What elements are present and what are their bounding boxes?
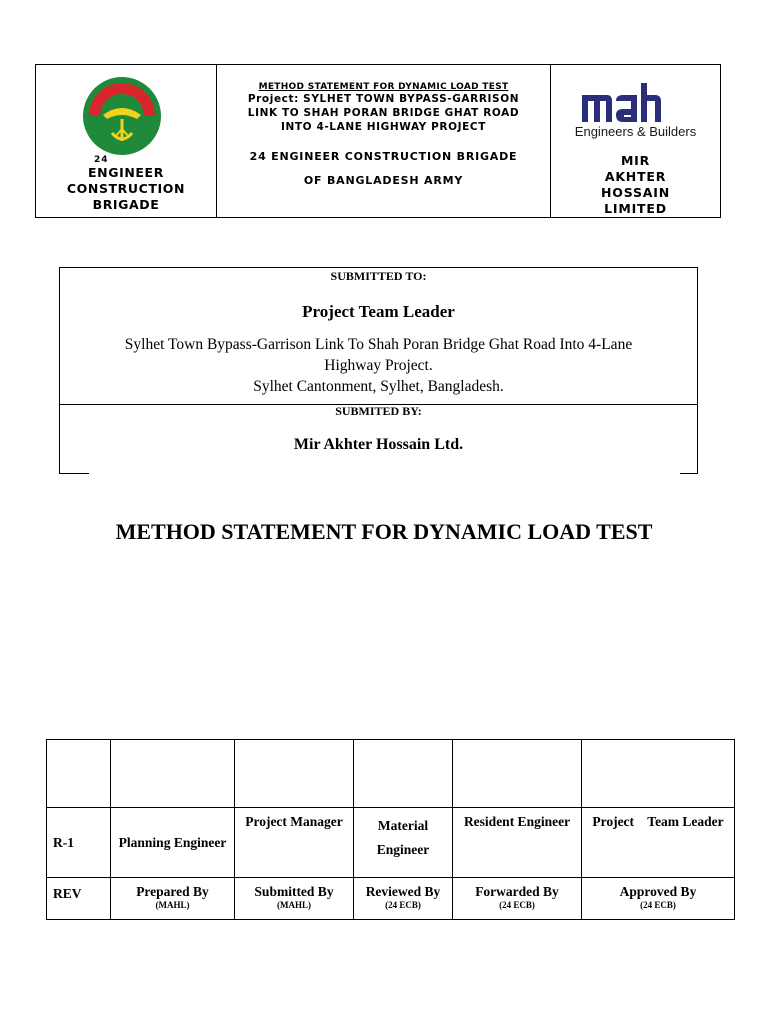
forwarded-by-label: Forwarded By: [475, 884, 559, 899]
project-line-3: INTO 4-LANE HIGHWAY PROJECT: [281, 121, 486, 133]
box-bottom-right-line: [680, 473, 698, 474]
submitted-to-name: Project Team Leader: [302, 302, 455, 321]
header-right-cell: [551, 65, 720, 217]
brigade-line-1: ENGINEER: [88, 165, 164, 180]
reviewed-by-label: Reviewed By: [365, 884, 441, 899]
mah-logo: [571, 79, 701, 125]
role-row: [47, 808, 735, 878]
company-line-1: MIR: [620, 153, 651, 168]
prepared-by-cell: [111, 878, 235, 920]
approved-by-org: (24 ECB): [640, 900, 676, 910]
submitted-to-address: [60, 334, 697, 397]
submitted-by-section: [60, 404, 697, 454]
signature-cell: [582, 740, 735, 808]
company-line-2: AKHTER: [604, 169, 667, 184]
revision-code: R-1: [47, 808, 111, 878]
header-project: [217, 92, 550, 134]
approved-by-label: Approved By: [619, 884, 697, 899]
signature-cell: [111, 740, 235, 808]
role-material-engineer: [354, 808, 453, 878]
submitted-by-name: Mir Akhter Hossain Ltd.: [293, 436, 464, 453]
role-project-manager: Project Manager: [235, 808, 354, 878]
signature-cell: [47, 740, 111, 808]
action-row: [47, 878, 735, 920]
box-bottom-left-line: [59, 473, 89, 474]
prepared-by-org: (MAHL): [155, 900, 190, 910]
address-line-1: Sylhet Town Bypass-Garrison Link To Shah Poran Bridge Ghat Road Into 4-Lane: [124, 336, 633, 353]
document-title: METHOD STATEMENT FOR DYNAMIC LOAD TEST: [115, 519, 653, 544]
role-material-line-2: Engineer: [376, 842, 430, 857]
signature-row: [47, 740, 735, 808]
brigade-org-line-1: 24 ENGINEER CONSTRUCTION BRIGADE: [249, 150, 518, 163]
mah-subtitle: Engineers & Builders: [574, 124, 697, 139]
header-brigade: [217, 145, 550, 193]
brigade-name: [36, 165, 216, 213]
brigade-emblem-logo: [81, 75, 163, 157]
reviewed-by-cell: [354, 878, 453, 920]
brigade-line-2: CONSTRUCTION: [66, 181, 186, 196]
forwarded-by-cell: [453, 878, 582, 920]
company-line-3: HOSSAIN: [601, 185, 670, 200]
signature-cell: [235, 740, 354, 808]
prepared-by-label: Prepared By: [136, 884, 209, 899]
rev-label: REV: [47, 878, 111, 920]
address-line-3: Sylhet Cantonment, Sylhet, Bangladesh.: [253, 378, 504, 395]
header-table: [35, 64, 721, 218]
company-line-4: LIMITED: [604, 201, 667, 216]
submitted-by-label: SUBMITED BY:: [335, 404, 422, 418]
header-doc-title: METHOD STATEMENT FOR DYNAMIC LOAD TEST: [258, 82, 509, 92]
signature-cell: [453, 740, 582, 808]
header-left-cell: [36, 65, 217, 217]
project-line-1: Project: SYLHET TOWN BYPASS-GARRISON: [247, 93, 520, 105]
approved-by-cell: [582, 878, 735, 920]
submitted-to-section: [60, 268, 697, 405]
brigade-org-line-2: OF BANGLADESH ARMY: [303, 174, 464, 187]
role-planning-engineer: Planning Engineer: [111, 808, 235, 878]
submitted-by-cell: [235, 878, 354, 920]
address-line-2: Highway Project.: [324, 357, 433, 374]
brigade-number: 24: [94, 155, 109, 165]
role-material-line-1: Material: [377, 818, 429, 833]
brigade-line-3: BRIGADE: [92, 197, 160, 212]
submission-box: [59, 267, 698, 474]
project-line-2: LINK TO SHAH PORAN BRIDGE GHAT ROAD: [247, 107, 520, 119]
role-resident-engineer: Resident Engineer: [453, 808, 582, 878]
submitted-by-org: (MAHL): [277, 900, 311, 910]
forwarded-by-org: (24 ECB): [499, 900, 535, 910]
company-name: [551, 153, 720, 217]
revision-table: [46, 739, 735, 920]
signature-cell: [354, 740, 453, 808]
submitted-by-label: Submitted By: [254, 884, 334, 899]
reviewed-by-org: (24 ECB): [385, 900, 421, 910]
submitted-to-label: SUBMITTED TO:: [330, 269, 427, 283]
header-middle-cell: [217, 65, 551, 217]
role-project-team-leader: Project Team Leader: [582, 808, 735, 878]
